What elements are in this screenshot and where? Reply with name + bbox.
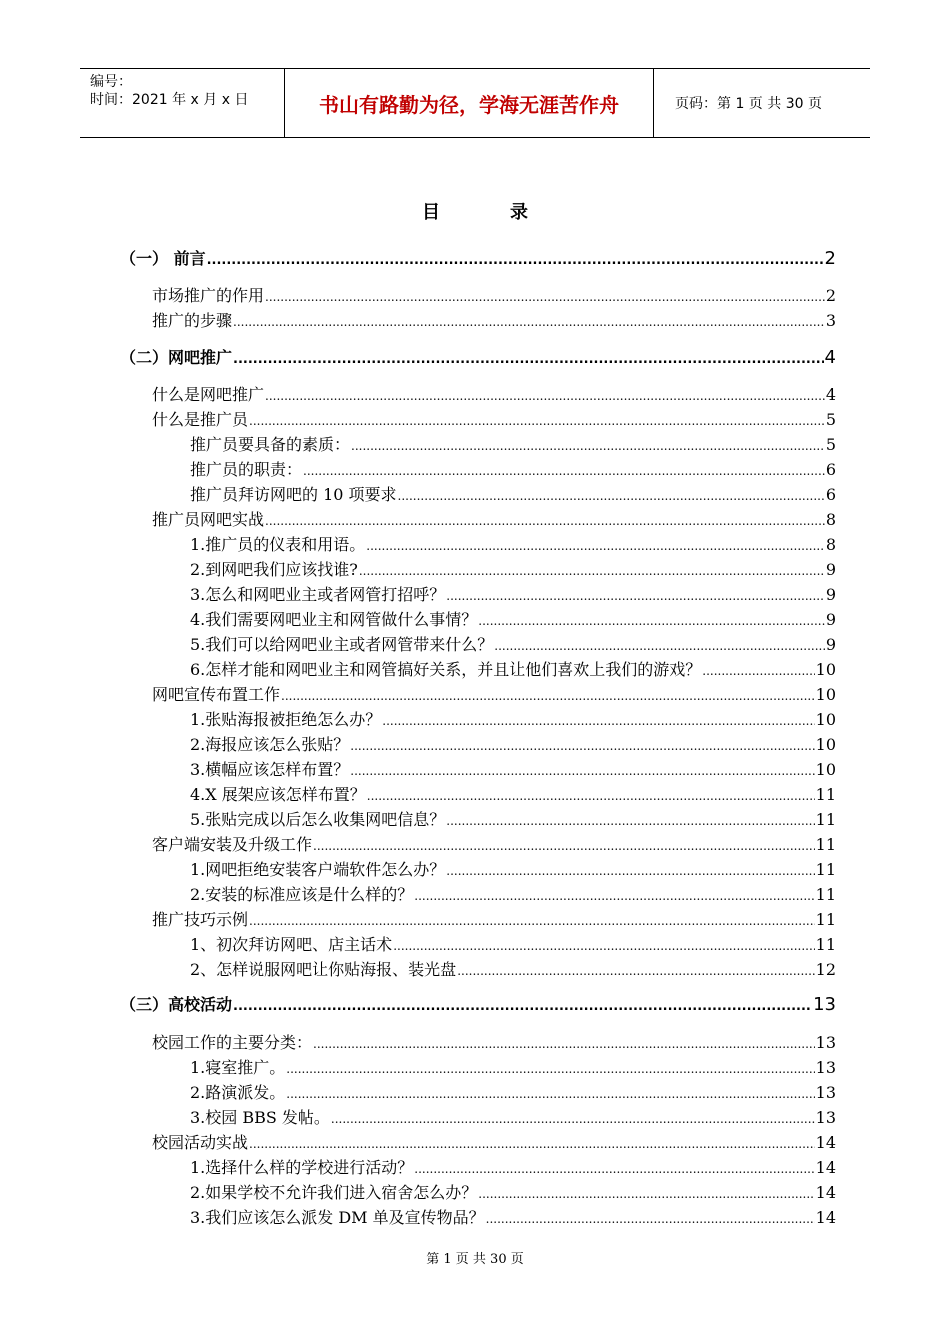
toc-entry-page: 13 bbox=[815, 1058, 836, 1077]
toc-leader-dots bbox=[446, 864, 814, 878]
toc-entry-page: 11 bbox=[815, 835, 836, 854]
toc-entry-page: 9 bbox=[825, 585, 836, 604]
toc-entry-title: 1.寝室推广。 bbox=[190, 1058, 286, 1077]
toc-entry-title: 3.校园 BBS 发帖。 bbox=[190, 1108, 330, 1127]
page-header bbox=[80, 68, 870, 138]
toc-entry[interactable] bbox=[152, 1030, 836, 1053]
toc-entry[interactable] bbox=[152, 283, 836, 306]
toc-leader-dots bbox=[457, 964, 814, 978]
toc-entry[interactable] bbox=[190, 632, 836, 655]
toc-leader-dots bbox=[478, 1187, 814, 1201]
toc-entry-page: 11 bbox=[815, 785, 836, 804]
toc-leader-dots bbox=[367, 789, 815, 803]
page-info-text: 页码：第 1 页 共 30 页 bbox=[675, 96, 822, 112]
toc-entry-title: 4.我们需要网吧业主和网管做什么事情？ bbox=[190, 610, 478, 629]
toc-entry-title: 6.怎样才能和网吧业主和网管搞好关系，并且让他们喜欢上我们的游戏？ bbox=[190, 660, 702, 679]
toc-entry-title: 2.海报应该怎么张贴？ bbox=[190, 735, 350, 754]
toc-entry-title: 什么是网吧推广 bbox=[152, 385, 265, 404]
toc-leader-dots bbox=[265, 290, 825, 304]
toc-leader-dots bbox=[249, 414, 825, 428]
toc-entry-title: 推广员拜访网吧的 10 项要求 bbox=[190, 485, 397, 504]
toc-entry-page: 2 bbox=[825, 286, 836, 305]
toc-entry-title: 3.怎么和网吧业主或者网管打招呼？ bbox=[190, 585, 446, 604]
toc-leader-dots bbox=[281, 689, 815, 703]
toc-entry[interactable] bbox=[152, 1130, 836, 1153]
toc-leader-dots bbox=[286, 1087, 814, 1101]
toc-entry-page: 14 bbox=[815, 1208, 836, 1227]
toc-entry[interactable] bbox=[190, 732, 836, 755]
toc-leader-dots bbox=[446, 814, 814, 828]
toc-entry-page: 6 bbox=[825, 460, 836, 479]
toc-entry-page: 13 bbox=[815, 1108, 836, 1127]
toc-entry[interactable] bbox=[190, 1180, 836, 1203]
toc-entry-title: 推广员网吧实战 bbox=[152, 510, 265, 529]
header-meta-cell bbox=[80, 69, 285, 137]
toc-entry[interactable] bbox=[190, 557, 836, 580]
header-motto: 书山有路勤为径，学海无涯苦作舟 bbox=[285, 69, 654, 137]
toc-entry[interactable] bbox=[190, 582, 836, 605]
toc-entry[interactable] bbox=[152, 308, 836, 331]
toc-entry[interactable] bbox=[190, 1155, 836, 1178]
toc-entry-title: （二）网吧推广 bbox=[120, 348, 233, 367]
toc-entry[interactable] bbox=[120, 246, 836, 269]
toc-leader-dots bbox=[398, 489, 825, 503]
toc-entry-page: 14 bbox=[815, 1158, 836, 1177]
toc-entry[interactable] bbox=[152, 407, 836, 430]
toc-entry-page: 4 bbox=[825, 385, 836, 404]
toc-entry[interactable] bbox=[190, 432, 836, 455]
toc-leader-dots bbox=[313, 839, 815, 853]
toc-entry-page: 12 bbox=[815, 960, 836, 979]
toc-leader-dots bbox=[350, 764, 814, 778]
toc-leader-dots bbox=[313, 1037, 815, 1051]
toc-entry[interactable] bbox=[152, 832, 836, 855]
toc-entry[interactable] bbox=[190, 1105, 836, 1128]
toc-entry-title: 2.如果学校不允许我们进入宿舍怎么办？ bbox=[190, 1183, 478, 1202]
toc-leader-dots bbox=[207, 253, 824, 268]
toc-entry-title: 3.我们应该怎么派发 DM 单及宣传物品？ bbox=[190, 1208, 485, 1227]
toc-entry[interactable] bbox=[190, 607, 836, 630]
title-left: 目 bbox=[422, 202, 440, 223]
toc-entry-page: 10 bbox=[815, 710, 836, 729]
toc-entry[interactable] bbox=[190, 532, 836, 555]
toc-leader-dots bbox=[350, 739, 814, 753]
toc-entry-page: 5 bbox=[825, 435, 836, 454]
toc-leader-dots bbox=[286, 1062, 814, 1076]
toc-entry[interactable] bbox=[190, 482, 836, 505]
toc-leader-dots bbox=[486, 1212, 815, 1226]
toc-entry-page: 14 bbox=[815, 1183, 836, 1202]
toc-leader-dots bbox=[249, 1137, 815, 1151]
toc-leader-dots bbox=[331, 1112, 815, 1126]
toc-entry-page: 13 bbox=[815, 1033, 836, 1052]
toc-entry-page: 11 bbox=[815, 810, 836, 829]
toc-entry-page: 9 bbox=[825, 635, 836, 654]
toc-entry[interactable] bbox=[190, 807, 836, 830]
toc-leader-dots bbox=[366, 539, 825, 553]
toc-entry-page: 9 bbox=[825, 560, 836, 579]
toc-entry[interactable] bbox=[152, 682, 836, 705]
toc-entry-title: 1.张贴海报被拒绝怎么办？ bbox=[190, 710, 382, 729]
toc-entry-page: 3 bbox=[825, 311, 836, 330]
toc-leader-dots bbox=[478, 614, 825, 628]
toc-entry[interactable] bbox=[190, 882, 836, 905]
toc-entry-title: 4.X 展架应该怎样布置？ bbox=[190, 785, 366, 804]
toc-entry-page: 10 bbox=[815, 685, 836, 704]
toc-entry-title: 校园工作的主要分类： bbox=[152, 1033, 313, 1052]
toc-entry-title: 1.选择什么样的学校进行活动？ bbox=[190, 1158, 414, 1177]
toc-entry-title: 2.路演派发。 bbox=[190, 1083, 286, 1102]
date-label: 时间：2021 年 x 月 x 日 bbox=[90, 92, 249, 108]
toc-entry-page: 10 bbox=[815, 660, 836, 679]
toc-entry-page: 6 bbox=[825, 485, 836, 504]
toc-entry-title: 2.安装的标准应该是什么样的？ bbox=[190, 885, 414, 904]
toc-entry-title: 网吧宣传布置工作 bbox=[152, 685, 281, 704]
toc-entry-title: 市场推广的作用 bbox=[152, 286, 265, 305]
toc-entry-title: 什么是推广员 bbox=[152, 410, 249, 429]
toc-leader-dots bbox=[446, 589, 825, 603]
toc-entry-page: 11 bbox=[815, 935, 836, 954]
toc-leader-dots bbox=[702, 664, 814, 678]
toc-entry-page: 11 bbox=[815, 860, 836, 879]
toc-entry-title: 推广技巧示例 bbox=[152, 910, 249, 929]
toc-entry-page: 10 bbox=[815, 735, 836, 754]
toc-entry-title: 2、怎样说服网吧让你贴海报、装光盘 bbox=[190, 960, 457, 979]
toc-leader-dots bbox=[414, 1162, 814, 1176]
toc-entry-title: 推广员的职责： bbox=[190, 460, 303, 479]
toc-leader-dots bbox=[233, 999, 812, 1014]
toc-entry[interactable] bbox=[120, 992, 836, 1015]
page-title bbox=[0, 198, 950, 224]
toc-entry[interactable] bbox=[152, 907, 836, 930]
toc-entry-page: 4 bbox=[824, 347, 836, 368]
toc-entry-page: 2 bbox=[824, 248, 836, 269]
toc-leader-dots bbox=[265, 514, 825, 528]
toc-entry[interactable] bbox=[190, 707, 836, 730]
toc-entry-title: 客户端安装及升级工作 bbox=[152, 835, 313, 854]
toc-entry-page: 9 bbox=[825, 610, 836, 629]
toc-entry[interactable] bbox=[190, 657, 836, 680]
toc-entry[interactable] bbox=[152, 382, 836, 405]
toc-entry[interactable] bbox=[190, 957, 836, 980]
toc-leader-dots bbox=[249, 914, 815, 928]
toc-entry-title: 5.我们可以给网吧业主或者网管带来什么？ bbox=[190, 635, 494, 654]
toc-entry[interactable] bbox=[190, 457, 836, 480]
toc-entry[interactable] bbox=[190, 857, 836, 880]
toc-entry-title: 校园活动实战 bbox=[152, 1133, 249, 1152]
toc-entry[interactable] bbox=[190, 1205, 836, 1228]
toc-entry-title: 3.横幅应该怎样布置？ bbox=[190, 760, 350, 779]
toc-entry[interactable] bbox=[190, 1055, 836, 1078]
toc-entry-title: 1、初次拜访网吧、店主话术 bbox=[190, 935, 393, 954]
toc-entry-page: 8 bbox=[825, 510, 836, 529]
toc-leader-dots bbox=[414, 889, 814, 903]
toc-entry[interactable] bbox=[190, 782, 836, 805]
code-label: 编号： bbox=[90, 74, 132, 90]
toc-entry-page: 11 bbox=[815, 910, 836, 929]
toc-leader-dots bbox=[393, 939, 814, 953]
toc-entry-page: 14 bbox=[815, 1133, 836, 1152]
toc-leader-dots bbox=[359, 564, 825, 578]
toc-entry-title: 1.推广员的仪表和用语。 bbox=[190, 535, 366, 554]
toc-entry[interactable] bbox=[190, 757, 836, 780]
toc-leader-dots bbox=[303, 464, 825, 478]
toc-leader-dots bbox=[382, 714, 814, 728]
title-right: 录 bbox=[510, 202, 528, 223]
page-footer: 第 1 页 共 30 页 bbox=[426, 1252, 524, 1267]
toc-leader-dots bbox=[233, 315, 825, 329]
toc-entry-page: 10 bbox=[815, 760, 836, 779]
toc-entry-title: 5.张贴完成以后怎么收集网吧信息？ bbox=[190, 810, 446, 829]
header-page-info bbox=[663, 69, 870, 137]
toc-entry-title: 推广员要具备的素质： bbox=[190, 435, 351, 454]
toc-entry-title: 2.到网吧我们应该找谁? bbox=[190, 560, 358, 579]
toc-entry-title: （一） 前言 bbox=[120, 249, 206, 268]
toc-leader-dots bbox=[265, 389, 825, 403]
toc-leader-dots bbox=[351, 439, 825, 453]
toc-leader-dots bbox=[494, 639, 825, 653]
toc-entry-page: 13 bbox=[813, 994, 836, 1015]
toc-entry-page: 11 bbox=[815, 885, 836, 904]
toc-entry[interactable] bbox=[152, 507, 836, 530]
toc-entry-title: （三）高校活动 bbox=[120, 995, 233, 1014]
toc-entry-title: 推广的步骤 bbox=[152, 311, 233, 330]
toc-entry-page: 5 bbox=[825, 410, 836, 429]
toc-entry[interactable] bbox=[190, 1080, 836, 1103]
toc-entry-title: 1.网吧拒绝安装客户端软件怎么办？ bbox=[190, 860, 446, 879]
toc-leader-dots bbox=[233, 352, 824, 367]
toc-entry[interactable] bbox=[190, 932, 836, 955]
toc-entry[interactable] bbox=[120, 345, 836, 368]
toc-entry-page: 13 bbox=[815, 1083, 836, 1102]
toc-entry-page: 8 bbox=[825, 535, 836, 554]
